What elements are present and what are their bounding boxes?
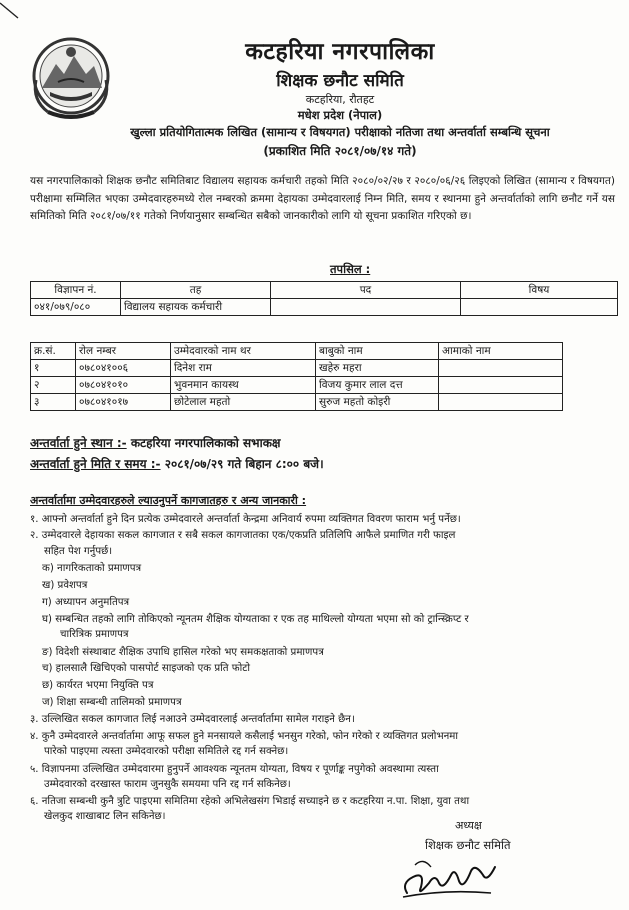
- table-cell: ०७८०४१००६: [76, 360, 171, 377]
- table-cell: [439, 394, 563, 411]
- details-heading: तपसिल :: [330, 262, 371, 276]
- document-list-item: ङ) विदेशी संस्थाबाट शैक्षिक उपाधि हासिल गरेको भए समकक्षताको प्रमाणपत्र: [42, 647, 324, 658]
- table-cell: [439, 360, 563, 377]
- interview-venue: [30, 434, 281, 451]
- table-header-cell: विज्ञापन नं.: [31, 282, 121, 299]
- handwritten-signature: [395, 853, 505, 903]
- document-list-item: ज) शिक्षा सम्बन्धी तालिमको प्रमाणपत्र: [42, 697, 182, 708]
- table-cell: छोटेलाल महतो: [171, 394, 316, 411]
- table-cell: ३: [31, 394, 76, 411]
- table-cell: विजय कुमार लाल दत्त: [316, 377, 439, 394]
- address: कटहरिया, रौतहट: [305, 93, 375, 106]
- interview-venue-value: कटहरिया नगरपालिकाको सभाकक्ष: [130, 436, 281, 450]
- table-row: [31, 360, 563, 377]
- table-cell: विद्यालय सहायक कर्मचारी: [121, 299, 271, 316]
- intro-paragraph: यस नगरपालिकाको शिक्षक छनौट समितिबाट विद्यालय सहायक कर्मचारी तहको मिति २०८०/०२/२७ र २०८०/०६/२६ लिइएको लिखित (सामान्य र विषयगत) परीक्षामा सम्मिलित भएका उम्मेदवारहरुमध्ये रोल नम्बरको क्रममा देहायका उम्मेदवारलाई निम्न मिति, समय र स्थानमा हुने अन्तर्वार्ताको लागि छनौट गर्ने यस समितिको मिति २०८१/०७/११ गतेको निर्णयानुसार सम्बन्धित सबैको जानकारीको लागि यो सूचना प्रकाशित गरिएको छ।: [30, 175, 615, 222]
- table-cell: [271, 299, 461, 316]
- table-cell: [461, 299, 618, 316]
- corner-fold-mark: [0, 0, 22, 22]
- documents-title: अन्तर्वार्तामा उम्मेदवारहरुले ल्याउनुपर्ने कागजातहरु र अन्य जानकारी :: [30, 494, 307, 507]
- published-date: (प्रकाशित मिति २०८१/०७/१४ गते): [263, 144, 417, 158]
- document-list-item: चारित्रिक प्रमाणपत्र: [60, 629, 129, 640]
- table-cell: दिनेश राम: [171, 360, 316, 377]
- table-cell: खहेरु महरा: [316, 360, 439, 377]
- table-cell: १: [31, 360, 76, 377]
- table-header-cell: विषय: [461, 282, 618, 299]
- table-header-cell: तह: [121, 282, 271, 299]
- table-header-row: [31, 282, 618, 299]
- instruction-item-5: ५. विज्ञापनमा उल्लिखित उम्मेदवारमा हुनुपर्ने आवश्यक न्यूनतम योग्यता, विषय र पूर्णाङ्क नपुगेको अवस्थामा त्यस्ता: [30, 764, 439, 775]
- document-list-item: ख) प्रवेशपत्र: [42, 580, 88, 591]
- instruction-item-2: २. उम्मेदवारले देहायका सकल कागजात र सबै सकल कागजातका एक/एकप्रति प्रतिलिपि आफैले प्रमाणित गरी फाइल: [30, 530, 456, 541]
- committee-name: शिक्षक छनौट समिति: [276, 71, 404, 91]
- document-list-item: घ) सम्बन्धित तहको लागि तोकिएको न्यूनतम शैक्षिक योग्यताका र एक तह माथिल्लो योग्यता भएमा सो को ट्रान्स्क्रिप्ट र: [42, 614, 469, 625]
- table-cell: ०७८०४१०१७: [76, 394, 171, 411]
- document-list-item: ग) अध्यापन अनुमतिपत्र: [42, 597, 130, 608]
- interview-venue-label: अन्तर्वार्ता हुने स्थान :-: [30, 436, 127, 450]
- instruction-item-6: ६. नतिजा सम्बन्धी कुनै त्रुटि पाइएमा समितिमा रहेको अभिलेखसंग भिडाई सच्याइने छ र कटहरिया न.पा. शिक्षा, युवा तथा: [30, 796, 470, 807]
- instruction-item-3: ३. उल्लिखित सकल कागजात लिई नआउने उम्मेदवारलाई अन्तर्वार्तामा सामेल गराइने छैन।: [30, 714, 355, 725]
- table-header-cell: क्र.सं.: [31, 343, 76, 360]
- candidates-table: [30, 342, 563, 411]
- table-cell: ०४१/०७९/०८०: [31, 299, 121, 316]
- instruction-item-5-cont: उम्मेदवारको दरखास्त फाराम जुनसुकै समयमा पनि रद्द गर्न सकिनेछ।: [44, 779, 291, 790]
- province: मधेश प्रदेश (नेपाल): [297, 108, 383, 122]
- municipality-name: कटहरिया नगरपालिका: [245, 39, 435, 65]
- table-header-cell: बाबुको नाम: [316, 343, 439, 360]
- table-cell: [439, 377, 563, 394]
- signatory-title: अध्यक्ष: [455, 819, 482, 832]
- instruction-item-4-cont: पारेको पाइएमा त्यस्ता उम्मेदवारको परीक्षा समितिले रद्द गर्न सक्नेछ।: [44, 746, 289, 757]
- document-list-item: च) हालसालै खिचिएको पासपोर्ट साइजको एक प्रति फोटो: [42, 663, 251, 674]
- table-header-cell: उम्मेदवारको नाम थर: [171, 343, 316, 360]
- table-cell: २: [31, 377, 76, 394]
- interview-datetime: [30, 455, 324, 472]
- table-cell: सुरुज महतो कोइरी: [316, 394, 439, 411]
- table-row: [31, 394, 563, 411]
- table-header-cell: पद: [271, 282, 461, 299]
- table-header-row: [31, 343, 563, 360]
- notice-subject: खुल्ला प्रतियोगितात्मक लिखित (सामान्य र विषयगत) परीक्षाको नतिजा तथा अन्तर्वार्ता सम्बन्धि सूचना: [130, 125, 550, 139]
- table-header-cell: रोल नम्बर: [76, 343, 171, 360]
- document-list-item: क) नागरिकताको प्रमाणपत्र: [42, 563, 142, 574]
- instruction-item-4: ४. कुनै उम्मेदवारले अन्तर्वार्तामा आफू सफल हुने मनसायले कसैलाई भनसुन गरेको, फोन गरेको र व्यक्तिगत प्रलोभनमा: [30, 731, 458, 742]
- interview-datetime-label: अन्तर्वार्ता हुने मिति र समय :-: [30, 457, 161, 471]
- table-cell: ०७८०४१०१०: [76, 377, 171, 394]
- signatory-committee: शिक्षक छनौट समिति: [425, 838, 511, 852]
- table-header-cell: आमाको नाम: [439, 343, 563, 360]
- instruction-item-6-cont: खेलकुद शाखाबाट लिन सकिनेछ।: [44, 811, 166, 822]
- vacancy-table: [30, 281, 618, 316]
- table-row: [31, 377, 563, 394]
- instruction-item-2-cont: सहित पेश गर्नुपर्छ।: [44, 546, 113, 557]
- interview-datetime-value: २०८१/०७/२९ गते बिहान ८:०० बजे।: [164, 457, 324, 471]
- instruction-item-1: १. आफ्नो अन्तर्वार्ता हुने दिन प्रत्येक उम्मेदवारले अन्तर्वार्ता केन्द्रमा अनिवार्य रुपमा व्यक्तिगत विवरण फाराम भर्नु पर्नेछ।: [30, 514, 461, 525]
- document-list-item: छ) कार्यरत भएमा नियुक्ति पत्र: [42, 680, 154, 691]
- table-row: [31, 299, 618, 316]
- table-cell: भुवनमान कायस्थ: [171, 377, 316, 394]
